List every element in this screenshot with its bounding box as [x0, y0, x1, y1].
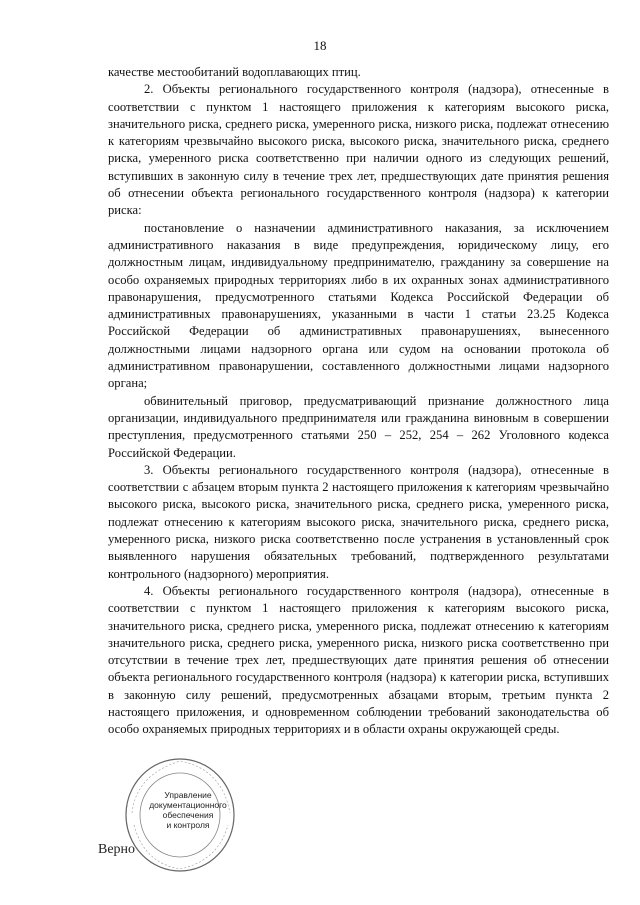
paragraph-item-4: 4. Объекты регионального государственного контроля (надзора), отнесенные в соответствии с пунктом 1 настоящего приложения к категориям высокого риска, значительного риска, среднего риска, умеренного риска, подлежат отнесению к категориям значительного риска, среднего риска, умеренного риска, низкого риска соответственно при отсутствии в течение трех лет, предшествующих дате принятия решения об отнесении объекта регионального государственного контроля (надзора) к категории риска, вступивших в законную силу решений, предусмотренных абзацами вторым, третьим пункта 2 настоящего приложения, и одновременном соблюдении требований законодательства об особо охраняемых природных территориях и в области охраны окружающей среды. [108, 583, 609, 737]
paragraph-verdict: обвинительный приговор, предусматривающий признание должностного лица организации, индивидуального предпринимателя или гражданина виновным в совершении преступления, предусмотренного статьями 250 – 252, 254 – 262 Уголовного кодекса Российской Федерации. [108, 393, 609, 460]
paragraph-item-2: 2. Объекты регионального государственного контроля (надзора), отнесенные в соответствии с пунктом 1 настоящего приложения к категориям высокого риска, значительного риска, среднего риска, умеренного риска, низкого риска, подлежат отнесению к категориям чрезвычайно высокого риска, высокого риска, значительного риска, среднего риска, умеренного риска соответственно при наличии одного из следующих решений, вступивших в законную силу в течение трех лет, предшествующих дате принятия решения об отнесении объекта регионального государственного контроля (надзора) к категории риска: [108, 82, 609, 218]
verno-signature: Верно [98, 842, 136, 857]
paragraph-continuation: качестве местообитаний водоплавающих птиц. [108, 65, 361, 79]
seal-line: документационного [149, 800, 227, 810]
seal-line: Управление [164, 790, 212, 800]
seal-line: обеспечения [162, 810, 214, 820]
seal-line: и контроля [166, 820, 210, 830]
seal-text [146, 790, 230, 830]
page-number: 18 [313, 38, 327, 53]
paragraph-resolution: постановление о назначении административного наказания, за исключением административного наказания в виде предупреждения, юридическому лицу, его должностным лицам, индивидуальному предпринимателю, гражданину за совершение на особо охраняемых природных территориях либо в их охранных зонах административного правонарушения, предусмотренного статьями Кодекса Российской Федерации об административных правонарушениях, указанными в части 1 статьи 23.25 Кодекса Российской Федерации об административных правонарушениях, вынесенного должностными лицами надзорного органа или судом на основании протокола об административном правонарушении, составленного должностными лицами надзорного органа; [108, 220, 609, 391]
document-body [108, 64, 609, 739]
paragraph-item-3: 3. Объекты регионального государственного контроля (надзора), отнесенные в соответствии с абзацем вторым пункта 2 настоящего приложения к категориям чрезвычайно высокого риска, высокого риска, значительного риска, среднего риска, умеренного риска, подлежат отнесению к категориям высокого риска, значительного риска, среднего риска, умеренного риска, низкого риска соответственно после устранения в установленный срок выявленного нарушения обязательных требований, подтвержденного результатами контрольного (надзорного) мероприятия. [108, 462, 609, 581]
